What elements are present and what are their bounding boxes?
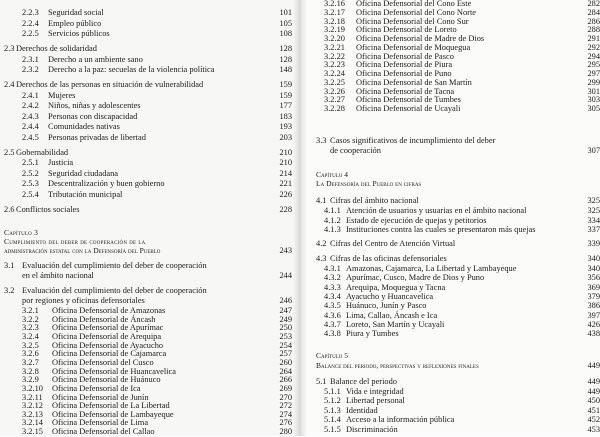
entry-page: 270 — [279, 392, 292, 402]
entry-title: Piura y Tumbes — [346, 329, 399, 339]
entry-number: 4.3.5 — [324, 301, 341, 311]
entry-title: La Defensoría del Pueblo en cifras — [316, 179, 422, 188]
entry-title-cont: por regiones y oficinas defensoriales — [22, 296, 145, 305]
entry-number: 4.1.3 — [324, 225, 341, 234]
entry-title: Oficina Defensorial de Arequipa — [52, 331, 162, 341]
entry-page: 297 — [587, 69, 600, 78]
entry-title: Empleo público — [48, 19, 102, 28]
entry-title: Oficina Defensorial de Cajamarca — [52, 349, 167, 359]
entry-title: Apurímac, Cusco, Madre de Dios y Puno — [346, 273, 485, 283]
entry-title: Oficina Defensorial de Huancavelica — [52, 366, 176, 376]
entry-number: 5.1 — [316, 377, 327, 386]
entry-page: 453 — [587, 424, 600, 434]
entry-title: Derecho a un ambiente sano — [48, 55, 143, 64]
entry-number: 3.2.24 — [324, 69, 345, 78]
entry-title: Oficina Defensorial de Madre de Dios — [356, 34, 485, 43]
entry-title: Oficina Defensorial de Moquegua — [356, 42, 471, 52]
entry-number: 2.4.1 — [22, 91, 39, 100]
entry-number: 4.3 — [316, 254, 327, 263]
entry-number: 5.1.5 — [324, 424, 341, 434]
entry-number: 3.2.6 — [22, 349, 39, 359]
entry-title: Seguridad social — [48, 8, 104, 17]
entry-title: Gobernabilidad — [16, 148, 69, 157]
entry-number: 4.3.3 — [324, 282, 341, 292]
entry-page: 450 — [587, 396, 600, 406]
entry-title: Seguridad ciudadana — [48, 169, 118, 178]
entry-title: Amazonas, Cajamarca, La Libertad y Lambayeque — [346, 264, 517, 273]
entry-number: 4.3.4 — [324, 291, 341, 301]
entry-number: 3.2.26 — [324, 86, 345, 96]
entry-title: Oficina Defensorial de Amazonas — [52, 306, 166, 315]
entry-page: 247 — [279, 306, 292, 315]
entry-title: Huánuco, Junín y Pasco — [346, 301, 427, 311]
entry-title: Discriminación — [346, 424, 398, 434]
entry-page: 449 — [587, 361, 600, 370]
entry-title: Oficina Defensorial de Ayacucho — [52, 340, 164, 350]
entry-number: 3.2 — [4, 286, 15, 295]
entry-page: 379 — [587, 291, 600, 301]
entry-title: Libertad personal — [346, 396, 405, 406]
entry-page: 159 — [279, 91, 292, 100]
chapter-title: Cumplimiento del deber de cooperación de la — [4, 237, 146, 246]
entry-title: Oficina Defensorial de Piura — [356, 60, 453, 70]
entry-page: 299 — [587, 77, 600, 87]
entry-page: 221 — [279, 179, 292, 188]
entry-page: 260 — [279, 357, 292, 367]
entry-page: 282 — [587, 0, 600, 8]
entry-page: 243 — [279, 246, 292, 255]
entry-number: 3.2.4 — [22, 331, 39, 341]
entry-number: 2.3.2 — [22, 65, 39, 74]
entry-title: Cifras de las oficinas defensoriales — [330, 254, 447, 263]
entry-title: Oficina Defensorial del Cono Norte — [356, 7, 477, 17]
entry-number: 2.4.3 — [22, 112, 39, 121]
entry-number: 3.2.25 — [324, 77, 345, 87]
entry-page: 276 — [279, 418, 292, 428]
entry-title: Vida e integridad — [346, 387, 404, 396]
entry-page: 325 — [587, 206, 600, 215]
entry-title: Loreto, San Martín y Ucayali — [346, 319, 445, 329]
entry-title: Oficina Defensorial de Junín — [52, 392, 149, 402]
entry-number: 5.1.2 — [324, 396, 341, 406]
entry-title: Descentralización y buen gobierno — [48, 179, 165, 188]
entry-number: 4.2 — [316, 239, 327, 248]
entry-title: Oficina Defensorial de Pasco — [356, 51, 454, 61]
entry-page: 249 — [279, 314, 292, 324]
entry-title: Servicios públicos — [48, 29, 110, 38]
entry-title: Ayacucho y Huancavelica — [346, 291, 434, 301]
entry-page: 292 — [587, 42, 600, 52]
entry-title: Oficina Defensorial de Lima — [52, 418, 149, 428]
chapter-label: Capítulo 3 — [4, 228, 39, 237]
entry-page: 452 — [587, 415, 600, 425]
entry-number: 2.4.5 — [22, 133, 39, 142]
entry-number: 2.5.4 — [22, 190, 39, 199]
entry-number: 3.2.13 — [22, 409, 43, 419]
entry-page: 339 — [587, 239, 600, 248]
entry-page: 449 — [587, 387, 600, 396]
entry-title: Oficina Defensorial de Áncash — [52, 314, 156, 324]
entry-number: 2.5.1 — [22, 158, 39, 167]
entry-number: 3.2.17 — [324, 7, 345, 17]
entry-page: 337 — [587, 225, 600, 234]
entry-number: 4.1 — [316, 196, 327, 205]
entry-number: 3.2.10 — [22, 383, 43, 393]
entry-number: 2.5.3 — [22, 179, 39, 188]
entry-page: 264 — [279, 366, 292, 376]
entry-title: Evaluación del cumplimiento del deber de cooperación — [22, 286, 207, 295]
entry-page: 257 — [279, 349, 292, 359]
entry-title: Casos significativos de incumplimiento del deber — [330, 136, 496, 145]
entry-title: Oficina Defensorial de Ucayali — [356, 104, 461, 113]
entry-number: 3.2.15 — [22, 427, 43, 437]
entry-number: 3.2.14 — [22, 418, 43, 428]
entry-page: 305 — [587, 104, 600, 113]
entry-title: Balance del periodo — [330, 377, 397, 386]
entry-title: Oficina Defensorial de Ica — [52, 383, 141, 393]
entry-page: 128 — [279, 55, 292, 64]
entry-number: 2.5.2 — [22, 169, 39, 178]
entry-page: 286 — [587, 16, 600, 26]
entry-page: 177 — [279, 101, 292, 110]
entry-title: Conflictos sociales — [16, 205, 80, 214]
entry-title: Oficina Defensorial de Huánuco — [52, 375, 161, 385]
entry-title: Oficina Defensorial de La Libertad — [52, 401, 170, 411]
entry-page: 226 — [279, 190, 292, 199]
entry-number: 3.2.1 — [22, 306, 39, 315]
entry-title: Oficina Defensorial de San Martín — [356, 77, 472, 87]
entry-title: Balance del periodo, perspectivas y reflexiones finales — [316, 361, 479, 370]
entry-title: Lima, Callao, Áncash e Ica — [346, 310, 438, 320]
entry-number: 3.2.19 — [324, 25, 345, 35]
entry-page: 254 — [279, 340, 292, 350]
entry-title: Oficina Defensorial del Cusco — [52, 357, 154, 367]
entry-page: 228 — [279, 205, 292, 214]
entry-title: Oficina Defensorial del Callao — [52, 427, 155, 437]
entry-page: 301 — [587, 86, 600, 96]
entry-page: 214 — [279, 169, 292, 178]
entry-title: Oficina Defensorial de Lambayeque — [52, 409, 174, 419]
entry-number: 3.2.16 — [324, 0, 345, 8]
entry-number: 3.2.23 — [324, 60, 345, 70]
entry-page: 203 — [279, 133, 292, 142]
entry-number: 4.3.6 — [324, 310, 341, 320]
entry-page: 272 — [279, 401, 292, 411]
entry-number: 2.5 — [4, 148, 15, 157]
entry-number: 3.2.21 — [324, 42, 345, 52]
entry-number: 3.3 — [316, 136, 327, 145]
entry-page: 105 — [279, 19, 292, 28]
entry-title: Oficina Defensorial de Tacna — [356, 86, 455, 96]
entry-page: 246 — [279, 296, 292, 305]
entry-page: 148 — [279, 65, 292, 74]
entry-page: 284 — [587, 7, 600, 17]
entry-page: 159 — [279, 80, 292, 89]
entry-page: 108 — [279, 29, 292, 38]
entry-page: 386 — [587, 301, 600, 311]
entry-title: Capítulo 5 — [316, 351, 349, 360]
entry-title: Personas privadas de libertad — [48, 133, 146, 142]
entry-page: 325 — [587, 196, 600, 205]
entry-title: Niños, niñas y adolescentes — [48, 101, 141, 110]
entry-page: 210 — [279, 148, 292, 157]
entry-number: 3.2.28 — [324, 104, 345, 113]
entry-page: 334 — [587, 215, 600, 225]
entry-page: 253 — [279, 331, 292, 341]
entry-page: 244 — [279, 271, 292, 280]
entry-title: de cooperación — [330, 146, 381, 155]
entry-title: Cifras del Centro de Atención Virtual — [330, 239, 456, 248]
entry-page: 340 — [587, 264, 600, 273]
entry-title: Estado de ejecución de quejas y petitorios — [346, 215, 487, 225]
entry-title: Oficina Defensorial de Puno — [356, 69, 452, 78]
entry-title: Justicia — [48, 158, 74, 167]
entry-page: 101 — [279, 8, 292, 17]
entry-title: Instituciones contra las cuales se presentaron más quejas — [346, 225, 536, 234]
entry-number: 3.2.2 — [22, 314, 39, 324]
entry-number: 3.2.27 — [324, 95, 345, 105]
entry-number: 3.2.18 — [324, 16, 345, 26]
entry-title: Mujeres — [48, 91, 76, 100]
entry-page: 438 — [587, 329, 600, 339]
chapter-title: administración estatal con la Defensoría del Pueblo — [4, 246, 161, 255]
entry-number: 3.2.20 — [324, 34, 345, 43]
entry-number: 3.2.9 — [22, 375, 39, 385]
entry-number: 3.2.7 — [22, 357, 39, 367]
entry-number: 2.4 — [4, 80, 15, 89]
entry-title: Acceso a la información pública — [346, 415, 455, 425]
entry-title: Evaluación del cumplimiento del deber de cooperación — [22, 261, 207, 270]
entry-title: Atención de usuarios y usuarias en el ámbito nacional — [346, 206, 527, 215]
entry-page: 356 — [587, 273, 600, 283]
entry-number: 4.1.2 — [324, 215, 341, 225]
entry-number: 3.2.11 — [22, 392, 43, 402]
entry-page: 269 — [279, 383, 292, 393]
entry-page: 210 — [279, 158, 292, 167]
entry-page: 250 — [279, 323, 292, 333]
entry-number: 2.4.4 — [22, 122, 39, 131]
entry-title: Derecho a la paz: secuelas de la violencia política — [48, 65, 215, 74]
entry-number: 3.2.22 — [324, 51, 345, 61]
entry-page: 280 — [279, 427, 292, 437]
entry-page: 295 — [587, 60, 600, 70]
entry-number: 2.3.1 — [22, 55, 39, 64]
entry-page: 449 — [587, 377, 600, 386]
entry-title: Arequipa, Moquegua y Tacna — [346, 282, 446, 292]
entry-title: Oficina Defensorial del Cono Sur — [356, 16, 469, 26]
entry-page: 288 — [587, 25, 600, 35]
entry-title: Derechos de solidaridad — [16, 44, 97, 53]
entry-number: 2.2.4 — [22, 19, 39, 28]
entry-page: 291 — [587, 34, 600, 43]
entry-number: 4.3.1 — [324, 264, 341, 273]
entry-title: Tributación municipal — [48, 190, 123, 199]
entry-number: 5.1.1 — [324, 387, 341, 396]
entry-number: 5.1.4 — [324, 415, 341, 425]
entry-number: 4.3.2 — [324, 273, 341, 283]
entry-title: Identidad — [346, 405, 378, 415]
entry-title: Personas con discapacidad — [48, 112, 138, 121]
entry-number: 3.2.8 — [22, 366, 39, 376]
entry-title: Capítulo 4 — [316, 170, 349, 179]
entry-title: Comunidades nativas — [48, 122, 120, 131]
entry-number: 4.1.1 — [324, 206, 341, 215]
entry-number: 4.3.8 — [324, 329, 341, 339]
entry-number: 3.2.12 — [22, 401, 43, 411]
entry-number: 2.4.2 — [22, 101, 39, 110]
entry-number: 2.3 — [4, 44, 15, 53]
entry-title: Cifras del ámbito nacional — [330, 196, 419, 205]
entry-page: 266 — [279, 375, 292, 385]
entry-page: 303 — [587, 95, 600, 105]
entry-page: 340 — [587, 254, 600, 263]
entry-page: 369 — [587, 282, 600, 292]
entry-number: 4.3.7 — [324, 319, 341, 329]
entry-page: 426 — [587, 319, 600, 329]
entry-page: 128 — [279, 44, 292, 53]
entry-page: 451 — [587, 405, 600, 415]
entry-title: Oficina Defensorial del Cono Este — [356, 0, 472, 8]
entry-number: 3.1 — [4, 261, 15, 270]
entry-title: Oficina Defensorial de Tumbes — [356, 95, 461, 105]
entry-title: Oficina Defensorial de Loreto — [356, 25, 457, 35]
entry-page: 307 — [587, 146, 600, 155]
entry-page: 294 — [587, 51, 600, 61]
entry-page: 183 — [279, 112, 292, 121]
entry-number: 3.2.3 — [22, 323, 39, 333]
entry-page: 397 — [587, 310, 600, 320]
entry-page: 193 — [279, 122, 292, 131]
entry-title: Derechos de las personas en situación de vulnerabilidad — [16, 80, 204, 89]
entry-title-cont: en el ámbito nacional — [22, 271, 94, 280]
entry-number: 2.2.3 — [22, 8, 39, 17]
entry-number: 2.2.5 — [22, 29, 39, 38]
entry-number: 3.2.5 — [22, 340, 39, 350]
entry-number: 5.1.3 — [324, 405, 341, 415]
entry-number: 2.6 — [4, 205, 15, 214]
book-gutter — [293, 0, 307, 436]
entry-title: Oficina Defensorial de Apurímac — [52, 323, 164, 333]
entry-page: 274 — [279, 409, 292, 419]
